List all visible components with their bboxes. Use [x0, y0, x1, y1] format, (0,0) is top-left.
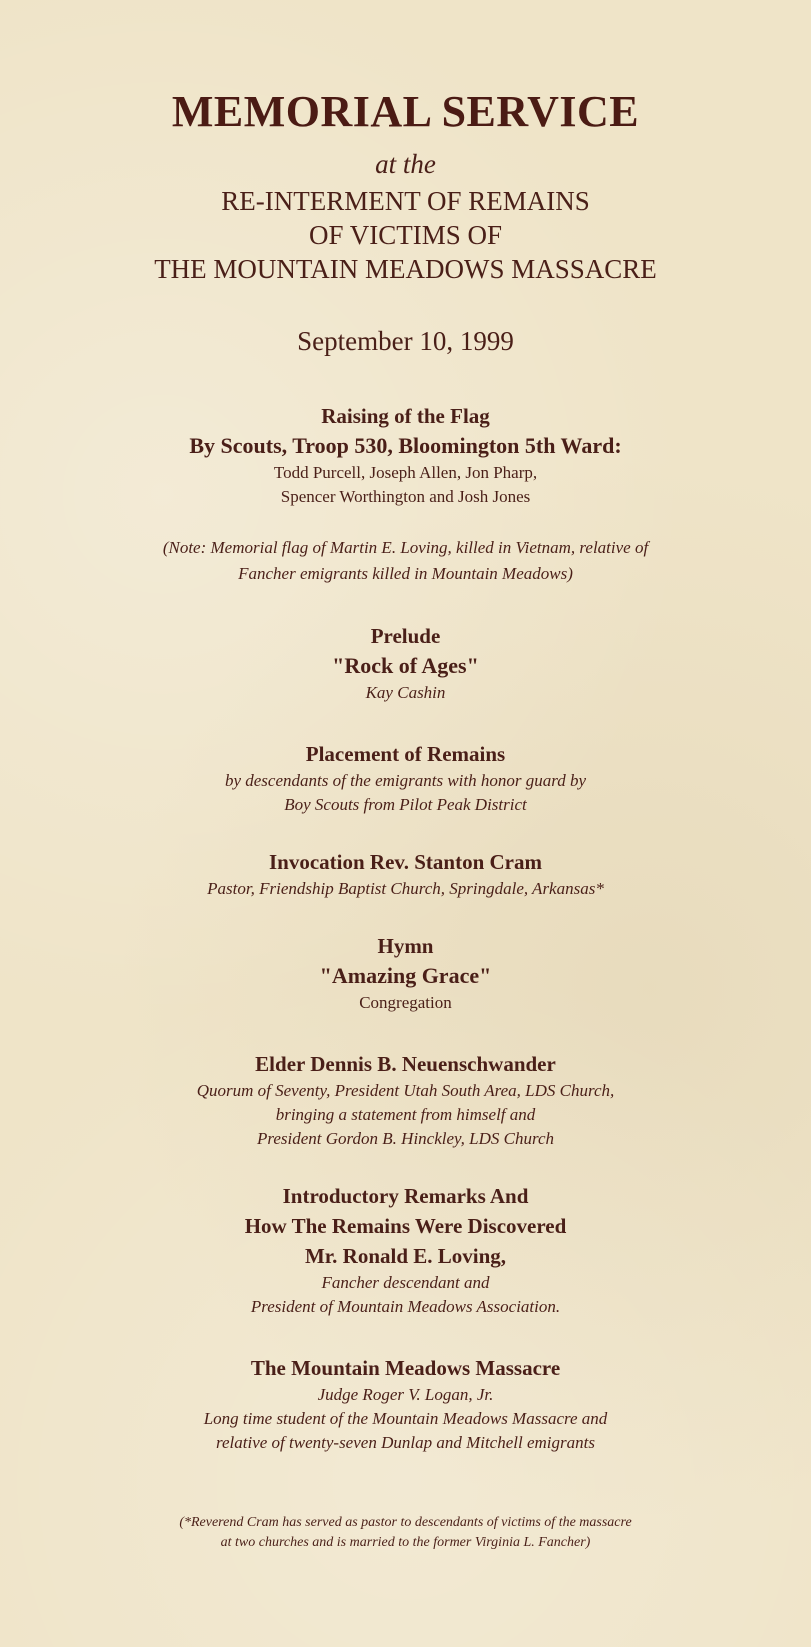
flag-note: [0, 535, 811, 587]
placement-section: [0, 739, 811, 817]
flag-note-line: (Note: Memorial flag of Martin E. Loving, killed in Vietnam, relative of: [162, 538, 649, 558]
elder-heading: Elder Dennis B. Neuenschwander: [255, 1052, 556, 1077]
massacre-line: relative of twenty-seven Dunlap and Mitchell emigrants: [216, 1433, 595, 1453]
remarks-line: Fancher descendant and: [321, 1273, 490, 1293]
footnote-line: at two churches and is married to the former Virginia L. Fancher): [220, 1535, 591, 1551]
massacre-detail: [0, 1383, 811, 1455]
subtitle-line: THE MOUNTAIN MEADOWS MASSACRE: [154, 254, 657, 285]
massacre-heading: The Mountain Meadows Massacre: [250, 1356, 561, 1381]
remarks-heading-line: How The Remains Were Discovered: [244, 1214, 567, 1239]
at-the-text: at the: [375, 149, 436, 180]
footnote: [0, 1513, 811, 1553]
page-title: MEMORIAL SERVICE: [171, 87, 640, 136]
remarks-section: [0, 1181, 811, 1319]
massacre-line: Judge Roger V. Logan, Jr.: [317, 1385, 494, 1405]
hymn-section: [0, 931, 811, 1015]
prelude-section: [0, 621, 811, 705]
elder-line: Quorum of Seventy, President Utah South Area, LDS Church,: [196, 1081, 615, 1101]
flag-heading: Raising of the Flag: [321, 404, 490, 429]
massacre-section: [0, 1353, 811, 1455]
invocation-heading: Invocation Rev. Stanton Cram: [268, 850, 542, 875]
invocation-section: [0, 847, 811, 901]
placement-detail: [0, 769, 811, 817]
elder-line: President Gordon B. Hinckley, LDS Church: [257, 1129, 554, 1149]
scout-names: [0, 461, 811, 509]
scout-names-line: Spencer Worthington and Josh Jones: [280, 487, 531, 507]
remarks-detail: [0, 1271, 811, 1319]
elder-line: bringing a statement from himself and: [275, 1105, 536, 1125]
elder-detail: [0, 1079, 811, 1151]
massacre-line: Long time student of the Mountain Meadows Massacre and: [203, 1409, 608, 1429]
remarks-heading-line: Introductory Remarks And: [282, 1184, 529, 1209]
flag-section: [0, 401, 811, 587]
footnote-line: (*Reverend Cram has served as pastor to descendants of victims of the massacre: [179, 1515, 632, 1531]
subtitle-line: RE-INTERMENT OF REMAINS: [221, 186, 590, 217]
placement-line: Boy Scouts from Pilot Peak District: [284, 795, 527, 815]
hymn-song: "Amazing Grace": [319, 963, 492, 989]
remarks-line: President of Mountain Meadows Association.: [250, 1297, 561, 1317]
elder-section: [0, 1049, 811, 1151]
prelude-heading: Prelude: [370, 624, 441, 649]
subtitle-line: OF VICTIMS OF: [308, 220, 503, 251]
remarks-heading: [0, 1181, 811, 1271]
remarks-heading-line: Mr. Ronald E. Loving,: [304, 1244, 507, 1269]
flag-note-line: Fancher emigrants killed in Mountain Meadows): [238, 564, 573, 584]
scout-names-line: Todd Purcell, Joseph Allen, Jon Pharp,: [273, 463, 538, 483]
invocation-detail: Pastor, Friendship Baptist Church, Springdale, Arkansas*: [207, 879, 604, 899]
placement-line: by descendants of the emigrants with honor guard by: [224, 771, 587, 791]
prelude-performer: Kay Cashin: [365, 683, 446, 703]
hymn-performer: Congregation: [359, 993, 452, 1013]
placement-heading: Placement of Remains: [305, 742, 506, 767]
service-date: September 10, 1999: [297, 326, 514, 357]
hymn-heading: Hymn: [377, 934, 434, 959]
prelude-song: "Rock of Ages": [332, 653, 479, 679]
flag-subheading: By Scouts, Troop 530, Bloomington 5th Ward:: [189, 433, 622, 459]
subtitle: [0, 184, 811, 286]
